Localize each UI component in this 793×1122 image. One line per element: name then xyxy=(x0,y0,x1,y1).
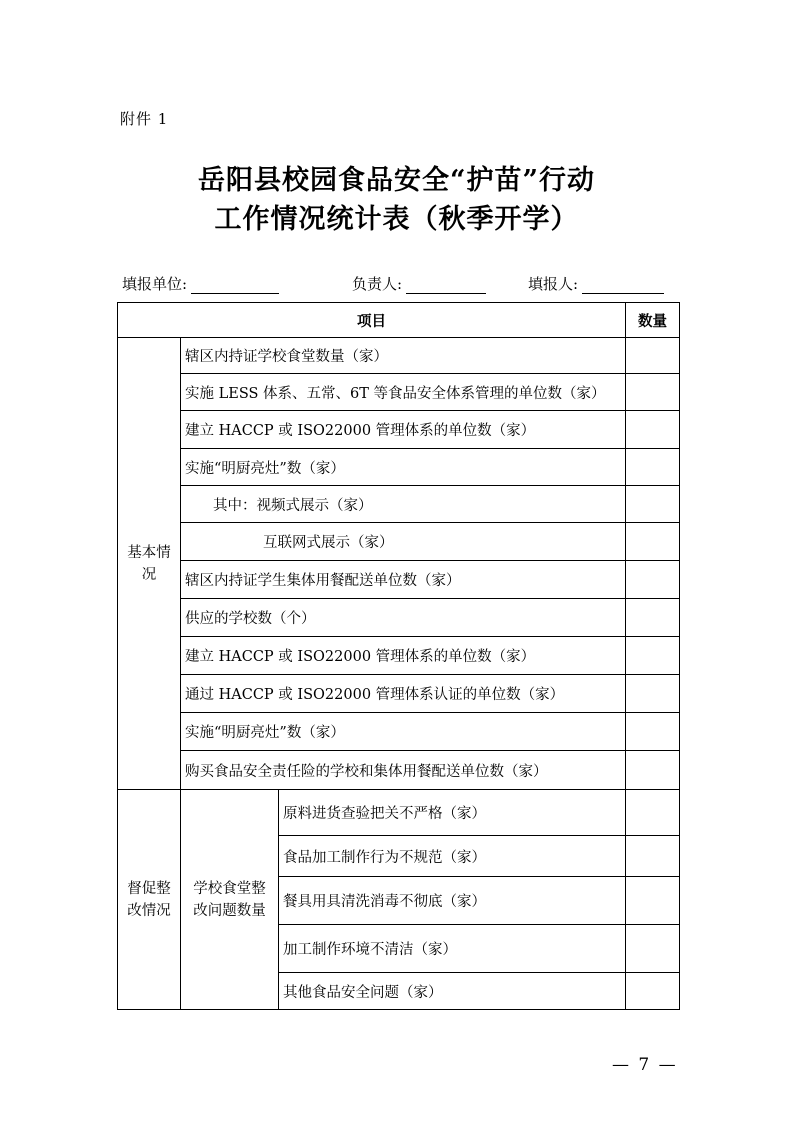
row-label: 原料进货查验把关不严格（家） xyxy=(279,790,626,836)
quantity-cell[interactable] xyxy=(626,925,680,973)
table-row xyxy=(118,790,680,836)
category-supervise: 督促整改情况 xyxy=(118,790,181,1010)
filler-blank[interactable] xyxy=(582,278,664,294)
quantity-cell[interactable] xyxy=(626,411,680,449)
table-row xyxy=(118,675,680,713)
row-label: 加工制作环境不清洁（家） xyxy=(279,925,626,973)
quantity-cell[interactable] xyxy=(626,449,680,486)
row-label: 实施“明厨亮灶”数（家） xyxy=(181,713,626,751)
table-row xyxy=(118,449,680,486)
quantity-cell[interactable] xyxy=(626,561,680,599)
quantity-cell[interactable] xyxy=(626,675,680,713)
table-row xyxy=(118,523,680,561)
category-basic: 基本情况 xyxy=(118,338,181,790)
table-row xyxy=(118,411,680,449)
person-label: 负责人: xyxy=(352,275,403,293)
header-row xyxy=(118,303,680,338)
quantity-cell[interactable] xyxy=(626,486,680,523)
quantity-cell[interactable] xyxy=(626,338,680,374)
title-line-2: 工作情况统计表（秋季开学） xyxy=(214,204,579,235)
unit-field xyxy=(122,273,279,294)
row-label: 辖区内持证学校食堂数量（家） xyxy=(181,338,626,374)
row-label: 食品加工制作行为不规范（家） xyxy=(279,836,626,877)
filler-label: 填报人: xyxy=(528,275,579,293)
row-label: 互联网式展示（家） xyxy=(181,523,626,561)
quantity-cell[interactable] xyxy=(626,973,680,1010)
quantity-cell[interactable] xyxy=(626,790,680,836)
quantity-cell[interactable] xyxy=(626,751,680,790)
statistics-table xyxy=(117,302,680,1010)
row-label: 建立 HACCP 或 ISO22000 管理体系的单位数（家） xyxy=(181,411,626,449)
row-label: 辖区内持证学生集体用餐配送单位数（家） xyxy=(181,561,626,599)
header-item: 项目 xyxy=(118,303,626,338)
table-row xyxy=(118,374,680,411)
quantity-cell[interactable] xyxy=(626,877,680,925)
row-label: 通过 HACCP 或 ISO22000 管理体系认证的单位数（家） xyxy=(181,675,626,713)
quantity-cell[interactable] xyxy=(626,374,680,411)
table-row xyxy=(118,751,680,790)
table-row xyxy=(118,561,680,599)
page-number: — 7 — xyxy=(612,1055,678,1075)
title-line-1: 岳阳县校园食品安全“护苗”行动 xyxy=(197,165,596,196)
quantity-cell[interactable] xyxy=(626,523,680,561)
row-label: 供应的学校数（个） xyxy=(181,599,626,637)
row-label: 实施 LESS 体系、五常、6T 等食品安全体系管理的单位数（家） xyxy=(181,374,626,411)
row-label: 购买食品安全责任险的学校和集体用餐配送单位数（家） xyxy=(181,751,626,790)
unit-blank[interactable] xyxy=(191,278,279,294)
quantity-cell[interactable] xyxy=(626,637,680,675)
quantity-cell[interactable] xyxy=(626,599,680,637)
fill-in-row xyxy=(122,273,678,295)
unit-label: 填报单位: xyxy=(122,275,188,293)
table-row xyxy=(118,713,680,751)
person-field xyxy=(352,273,486,294)
row-label: 餐具用具清洗消毒不彻底（家） xyxy=(279,877,626,925)
subcategory-canteen-issues: 学校食堂整改问题数量 xyxy=(181,790,279,1010)
row-label: 建立 HACCP 或 ISO22000 管理体系的单位数（家） xyxy=(181,637,626,675)
filler-field xyxy=(528,273,664,294)
table-row xyxy=(118,338,680,374)
header-quantity: 数量 xyxy=(626,303,680,338)
table-row xyxy=(118,599,680,637)
row-label: 其他食品安全问题（家） xyxy=(279,973,626,1010)
row-label: 实施“明厨亮灶”数（家） xyxy=(181,449,626,486)
quantity-cell[interactable] xyxy=(626,713,680,751)
row-label: 其中：视频式展示（家） xyxy=(181,486,626,523)
table-row xyxy=(118,486,680,523)
quantity-cell[interactable] xyxy=(626,836,680,877)
person-blank[interactable] xyxy=(406,278,486,294)
table-row xyxy=(118,637,680,675)
attachment-label: 附件 1 xyxy=(120,110,169,128)
